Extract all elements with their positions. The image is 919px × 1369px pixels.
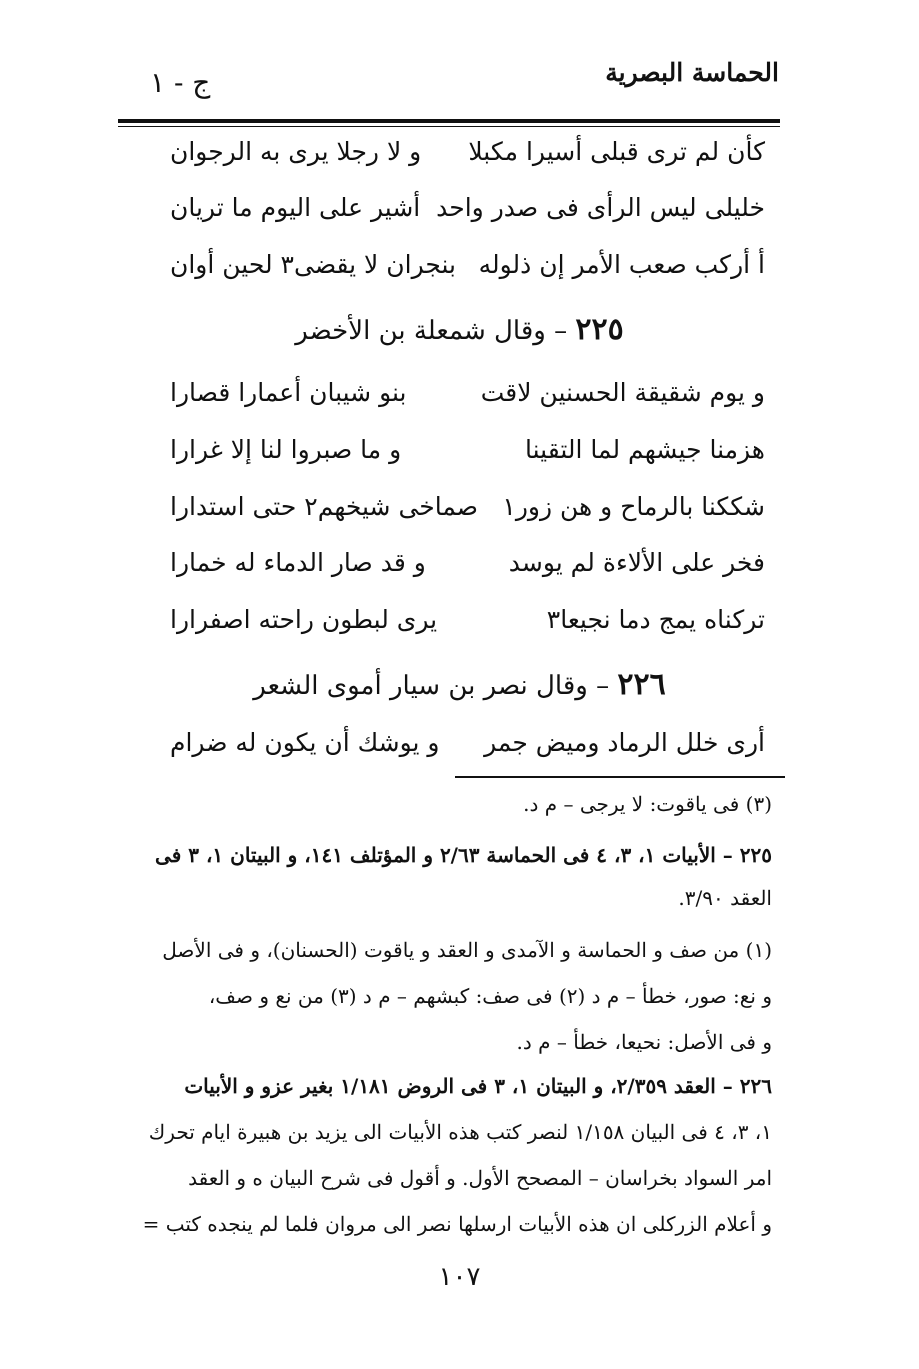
header-rule-thin bbox=[118, 126, 780, 127]
footnote-line: و فى الأصل: نحيعا، خطأ – م د. bbox=[516, 1030, 772, 1054]
verse-line bbox=[170, 378, 765, 424]
verse-line bbox=[170, 492, 765, 538]
verse-line bbox=[170, 137, 765, 183]
footnote-line: (٣) فى ياقوت: لا يرجى – م د. bbox=[523, 792, 772, 816]
poem-heading-225 bbox=[0, 312, 919, 347]
second-hemistich: و قد صار الدماء له خمارا bbox=[170, 548, 426, 577]
first-hemistich: شككنا بالرماح و هن زور١ bbox=[502, 492, 765, 521]
first-hemistich: كأن لم ترى قبلى أسيرا مكبلا bbox=[468, 137, 765, 166]
running-title: الحماسة البصرية bbox=[605, 58, 779, 87]
poem-heading-226 bbox=[0, 667, 919, 702]
header-rule-thick bbox=[118, 119, 780, 123]
footnote-line: و أعلام الزركلى ان هذه الأبيات ارسلها نصر الى مروان فلما لم ينجده كتب = bbox=[142, 1212, 772, 1236]
second-hemistich: و لا رجلا يرى به الرجوان bbox=[170, 137, 422, 166]
poem-number: ٢٢٦ bbox=[617, 667, 666, 702]
first-hemistich: خليلى ليس الرأى فى صدر واحد bbox=[436, 193, 765, 222]
second-hemistich: بنو شيبان أعمارا قصارا bbox=[170, 378, 407, 407]
first-hemistich: تركناه يمج دما نجيعا٣ bbox=[546, 605, 765, 634]
first-hemistich: أ أركب صعب الأمر إن ذلوله bbox=[478, 250, 765, 279]
footnote-line: امر السواد بخراسان – المصحح الأول. و أقول فى شرح البيان ه و العقد bbox=[188, 1166, 772, 1190]
footnote-line: ٢٢٦ – العقد ٢/٣٥٩، و البيتان ١، ٣ فى الروض ١/١٨١ بغير عزو و الأبيات bbox=[184, 1074, 772, 1098]
verse-line bbox=[170, 605, 765, 651]
page-number: ١٠٧ bbox=[438, 1262, 481, 1292]
verse-line bbox=[170, 193, 765, 239]
verse-line bbox=[170, 548, 765, 594]
footnote-divider bbox=[455, 776, 785, 778]
poem-attribution: – وقال شمعلة بن الأخضر bbox=[295, 316, 568, 346]
first-hemistich: أرى خلل الرماد وميض جمر bbox=[484, 728, 765, 757]
verse-line bbox=[170, 728, 765, 774]
footnote-line: العقد ٣/٩٠. bbox=[678, 886, 772, 910]
second-hemistich: و ما صبروا لنا إلا غرارا bbox=[170, 435, 402, 464]
second-hemistich: بنجران لا يقضى٣ لحين أوان bbox=[170, 250, 456, 279]
poem-attribution: – وقال نصر بن سيار أموى الشعر bbox=[253, 671, 610, 701]
verse-line bbox=[170, 435, 765, 481]
poem-number: ٢٢٥ bbox=[575, 312, 624, 347]
second-hemistich: يرى لبطون راحته اصفرارا bbox=[170, 605, 438, 634]
second-hemistich: صماخى شيخهم٢ حتى استدارا bbox=[170, 492, 479, 521]
footnote-line: ١، ٣، ٤ فى البيان ١/١٥٨ لنصر كتب هذه الأبيات الى يزيد بن هبيرة ايام تحرك bbox=[148, 1120, 772, 1144]
footnote-line: و نع: صور، خطأ – م د (٢) فى صف: كبشهم – م د (٣) من نع و صف، bbox=[208, 984, 772, 1008]
footnote-line: (١) من صف و الحماسة و الآمدى و العقد و ياقوت (الحسنان)، و فى الأصل bbox=[162, 938, 772, 962]
second-hemistich: و يوشك أن يكون له ضرام bbox=[170, 728, 440, 757]
first-hemistich: فخر على الألاءة لم يوسد bbox=[508, 548, 765, 577]
first-hemistich: هزمنا جيشهم لما التقينا bbox=[525, 435, 765, 464]
volume-label: ج - ١ bbox=[150, 66, 211, 99]
second-hemistich: أشير على اليوم ما تريان bbox=[170, 193, 421, 222]
footnote-line: ٢٢٥ – الأبيات ١، ٣، ٤ فى الحماسة ٢/٦٣ و المؤتلف ١٤١، و البيتان ١، ٣ فى bbox=[155, 843, 772, 867]
first-hemistich: و يوم شقيقة الحسنين لاقت bbox=[480, 378, 765, 407]
verse-line bbox=[170, 250, 765, 296]
